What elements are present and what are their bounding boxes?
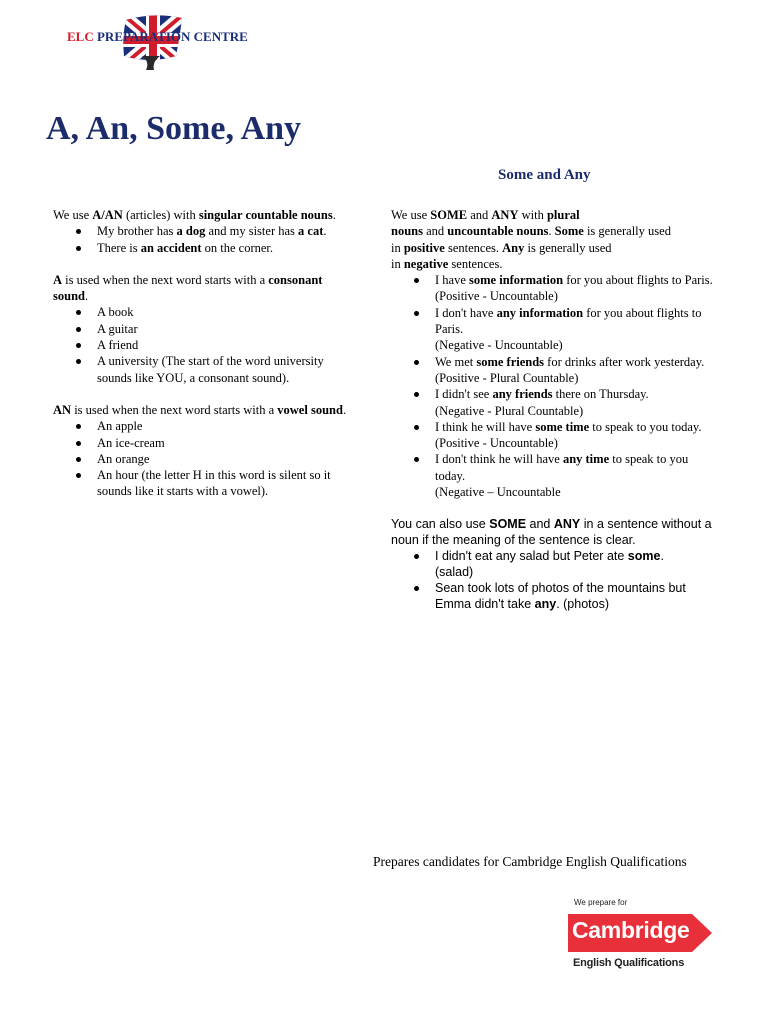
text-run: An apple bbox=[97, 419, 143, 434]
list-item bbox=[435, 272, 721, 305]
text-run: An orange bbox=[97, 451, 150, 466]
text-run: A friend bbox=[97, 338, 139, 353]
text-run: . (salad) bbox=[435, 549, 664, 580]
list-item bbox=[435, 451, 721, 500]
text-run: A guitar bbox=[97, 321, 138, 336]
some-any-intro bbox=[391, 207, 721, 272]
list-item bbox=[97, 435, 353, 451]
section-subtitle: Some and Any bbox=[498, 167, 591, 183]
list-item bbox=[435, 548, 721, 580]
text-run: There is bbox=[97, 240, 141, 255]
text-run: I have bbox=[435, 273, 470, 288]
without-noun-section bbox=[391, 516, 721, 612]
text-run: an accident bbox=[140, 240, 202, 255]
text-run: and my sister has bbox=[205, 224, 299, 239]
text-run: An ice-cream bbox=[97, 435, 165, 450]
text-run: some time bbox=[535, 419, 590, 434]
text-run: I didn't eat any salad but Peter ate bbox=[435, 549, 628, 564]
an-examples-list bbox=[53, 418, 353, 499]
right-column bbox=[391, 207, 721, 612]
text-run: any friends bbox=[492, 387, 553, 402]
text-run: . bbox=[84, 289, 89, 304]
text-run: SOME bbox=[430, 208, 468, 222]
text-run: . bbox=[332, 208, 336, 222]
list-item bbox=[97, 240, 353, 256]
list-item bbox=[97, 321, 353, 337]
text-run: We use bbox=[53, 208, 93, 222]
a-examples-list bbox=[53, 304, 353, 385]
logo-text bbox=[67, 29, 248, 45]
cambridge-name: Cambridge bbox=[572, 917, 690, 943]
text-run: SOME bbox=[489, 517, 527, 532]
text-run: with bbox=[518, 208, 547, 222]
list-item bbox=[97, 304, 353, 320]
text-run: Any bbox=[502, 240, 525, 255]
text-run: is used when the next word starts with a bbox=[62, 272, 269, 287]
text-run: vowel sound bbox=[277, 402, 343, 417]
text-run: nouns bbox=[391, 224, 423, 239]
text-run: and bbox=[467, 208, 492, 222]
text-run: any bbox=[534, 597, 557, 612]
text-run: I didn't see bbox=[435, 387, 493, 402]
an-rule bbox=[53, 402, 353, 418]
text-run: A book bbox=[97, 305, 134, 320]
text-run: some information bbox=[469, 273, 564, 288]
text-run: A university (The start of the word university sounds like YOU, a consonant sound). bbox=[97, 354, 324, 385]
text-run: singular countable nouns bbox=[198, 208, 333, 222]
text-run: positive bbox=[403, 240, 445, 255]
text-run: consonant sound bbox=[53, 272, 323, 304]
text-run: and bbox=[526, 517, 554, 532]
text-run: and bbox=[422, 224, 448, 239]
without-noun-list bbox=[391, 548, 721, 612]
list-item bbox=[97, 337, 353, 353]
page-title: A, An, Some, Any bbox=[46, 110, 302, 147]
text-run: to speak to you today. (Positive - Uncountable) bbox=[435, 419, 702, 451]
text-run: uncountable nouns bbox=[447, 224, 549, 239]
list-item bbox=[435, 305, 721, 354]
list-item bbox=[435, 354, 721, 387]
text-run: for you about flights to Paris. (Positive - Uncountable) bbox=[435, 273, 713, 304]
text-run: any time bbox=[562, 452, 610, 467]
footer-text: Prepares candidates for Cambridge English Qualifications bbox=[373, 854, 687, 869]
cambridge-logo bbox=[568, 896, 718, 976]
text-run: Some bbox=[554, 224, 584, 239]
text-run: . (photos) bbox=[556, 597, 610, 612]
list-item bbox=[97, 451, 353, 467]
text-run: a cat bbox=[298, 224, 324, 239]
articles-intro bbox=[53, 207, 353, 223]
text-run: for drinks after work yesterday. (Positive - Plural Countable) bbox=[435, 354, 705, 385]
text-run: a dog bbox=[176, 224, 206, 239]
text-run: We use bbox=[391, 208, 431, 222]
text-run: Sean took lots of photos of the mountains but Emma didn't take bbox=[435, 581, 686, 612]
text-run: plural bbox=[546, 208, 580, 222]
list-item bbox=[97, 223, 353, 239]
a-rule bbox=[53, 272, 353, 305]
left-column bbox=[53, 207, 353, 500]
text-run: on the corner. bbox=[201, 240, 274, 255]
text-run: We met bbox=[435, 354, 477, 369]
text-run: ANY bbox=[491, 208, 519, 222]
text-run: to speak to you today. (Negative – Uncountable bbox=[435, 452, 689, 500]
text-run: AN bbox=[53, 402, 72, 417]
list-item bbox=[435, 386, 721, 419]
logo-elc: ELC bbox=[67, 29, 94, 44]
list-item bbox=[97, 467, 353, 500]
text-run: there on Thursday. (Negative - Plural Countable) bbox=[435, 387, 649, 418]
text-run: any information bbox=[496, 305, 584, 320]
list-item bbox=[97, 353, 353, 386]
list-item bbox=[435, 580, 721, 612]
text-run: in a sentence without a noun if the meaning of the sentence is clear. bbox=[391, 517, 712, 548]
list-item bbox=[97, 418, 353, 434]
cambridge-pre: We prepare for bbox=[574, 898, 628, 907]
articles-intro-list bbox=[53, 223, 353, 256]
some-any-list bbox=[391, 272, 721, 500]
text-run: I think he will have bbox=[435, 419, 536, 434]
text-run: ANY bbox=[553, 517, 581, 532]
elc-logo bbox=[60, 12, 260, 78]
text-run: is generally used in bbox=[391, 224, 671, 255]
text-run: for you about flights to Paris. (Negative - Uncountable) bbox=[435, 305, 702, 353]
text-run: A bbox=[53, 272, 63, 287]
text-run: sentences. bbox=[448, 256, 503, 271]
text-run: I don't have bbox=[435, 305, 497, 320]
text-run: . bbox=[342, 402, 347, 417]
text-run: negative bbox=[403, 256, 449, 271]
text-run: sentences. bbox=[444, 240, 503, 255]
cambridge-sub: English Qualifications bbox=[573, 957, 685, 969]
text-run: some friends bbox=[476, 354, 545, 369]
without-noun-intro bbox=[391, 516, 721, 548]
text-run: You can also use bbox=[391, 517, 490, 532]
text-run: An hour (the letter H in this word is silent so it sounds like it starts with a vowel). bbox=[97, 468, 331, 499]
text-run: (articles) with bbox=[122, 208, 199, 222]
text-run: I don't think he will have bbox=[435, 452, 563, 467]
text-run: . bbox=[548, 224, 555, 239]
text-run: My brother has bbox=[97, 224, 177, 239]
text-run: is used when the next word starts with a bbox=[71, 402, 278, 417]
text-run: A/AN bbox=[92, 208, 123, 222]
text-run: is generally used in bbox=[391, 240, 612, 271]
list-item bbox=[435, 419, 721, 452]
text-run: some bbox=[627, 549, 661, 564]
text-run: . bbox=[323, 224, 327, 239]
logo-centre: PREPARATION CENTRE bbox=[93, 29, 248, 44]
